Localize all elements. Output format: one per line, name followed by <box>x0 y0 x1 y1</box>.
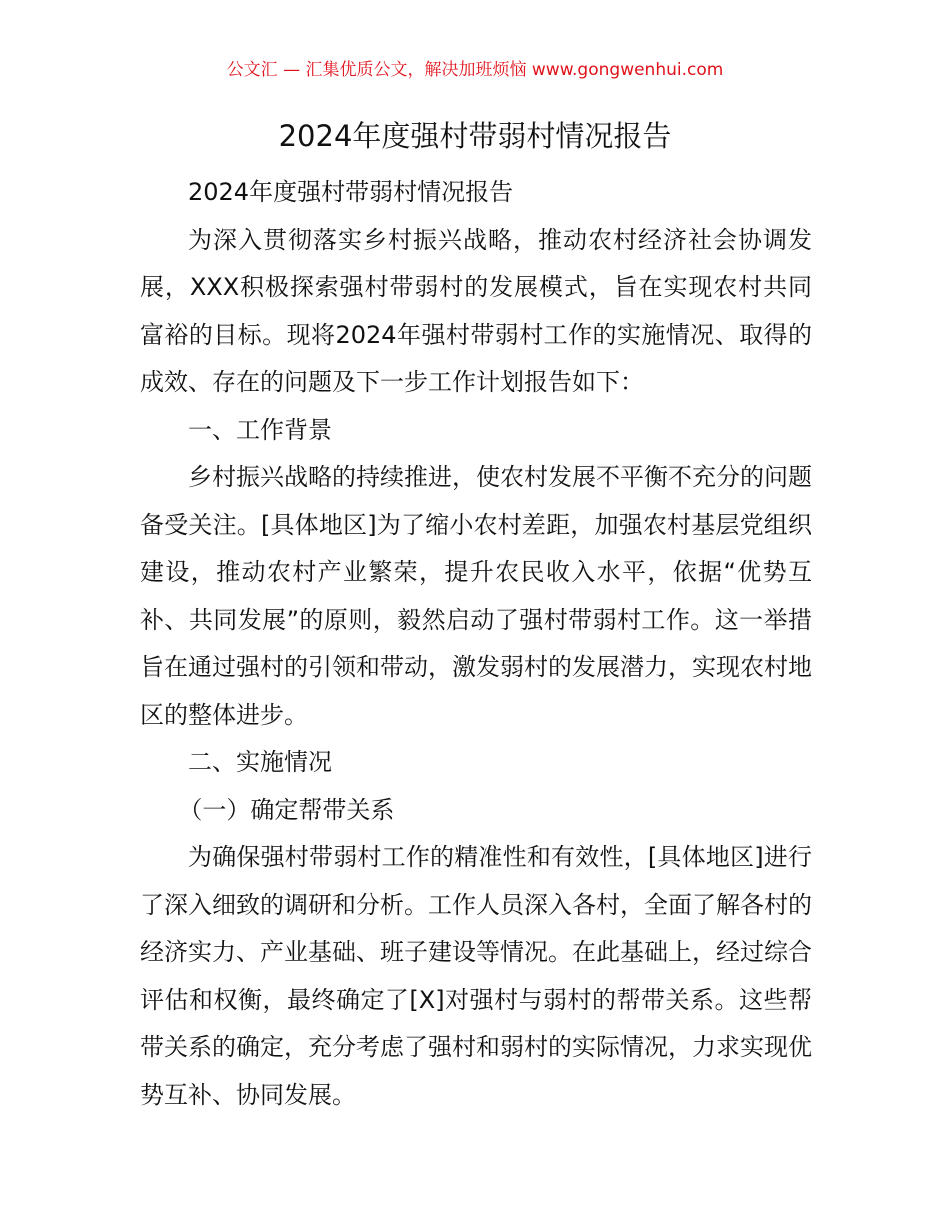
site-banner: 公文汇 — 汇集优质公文，解决加班烦恼 www.gongwenhui.com <box>226 60 724 80</box>
intro-paragraph: 为深入贯彻落实乡村振兴战略，推动农村经济社会协调发展，XXX积极探索强村带弱村的发展模式，旨在实现农村共同富裕的目标。现将2024年强村带弱村工作的实施情况、取得的成效、存在的问题及下一步工作计划报告如下： <box>140 225 812 396</box>
background-paragraph: 乡村振兴战略的持续推进，使农村发展不平衡不充分的问题备受关注。[具体地区]为了缩小农村差距，加强农村基层党组织建设，推动农村产业繁荣，提升农民收入水平，依据“优势互补、共同发展”的原则，毅然启动了强村带弱村工作。这一举措旨在通过强村的引领和带动，激发弱村的发展潜力，实现农村地区的整体进步。 <box>140 463 812 729</box>
subsection-heading-pairing: （一）确定帮带关系 <box>178 795 395 824</box>
document-subtitle: 2024年度强村带弱村情况报告 <box>188 178 514 206</box>
document-title: 2024年度强村带弱村情况报告 <box>278 119 672 153</box>
section-heading-background: 一、工作背景 <box>188 415 332 444</box>
document-body <box>140 169 812 1119</box>
section-heading-implementation: 二、实施情况 <box>188 748 332 776</box>
pairing-paragraph: 为确保强村带弱村工作的精准性和有效性，[具体地区]进行了深入细致的调研和分析。工作人员深入各村，全面了解各村的经济实力、产业基础、班子建设等情况。在此基础上，经过综合评估和权衡，最终确定了[X]对强村与弱村的帮带关系。这些帮带关系的确定，充分考虑了强村和弱村的实际情况，力求实现优势互补、协同发展。 <box>140 843 812 1109</box>
